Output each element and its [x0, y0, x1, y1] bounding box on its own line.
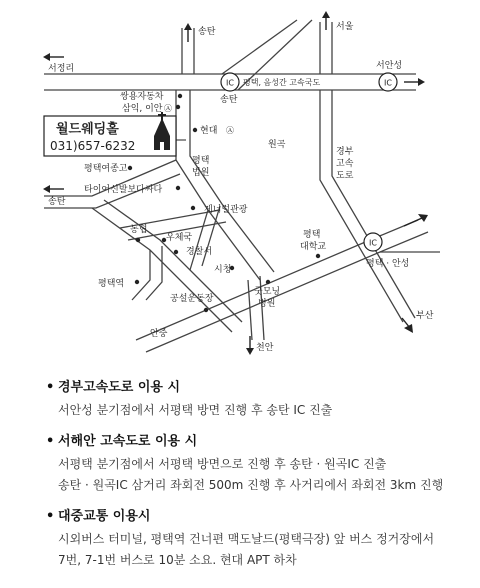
- directions-section: [46, 379, 466, 583]
- pyeongtaek-ansung-ic-marker: [364, 233, 382, 251]
- label-goodmorning-2: 병원: [258, 299, 276, 309]
- label-cheonan: 천안: [256, 343, 274, 353]
- label-busan: 부산: [416, 311, 434, 321]
- label-songtan-west: 송탄: [48, 197, 66, 207]
- east-arrow-seoanseong-icon: [404, 78, 425, 86]
- direction-body: [46, 400, 466, 421]
- ic-label: IC: [369, 238, 377, 248]
- venue-phone: 031)657-6232: [50, 139, 136, 153]
- label-goodmorning-1: 굿모닝: [254, 287, 281, 297]
- label-seoanseong: 서안성: [376, 61, 403, 71]
- label-gyeongbu-1: 경부: [336, 147, 354, 157]
- direction-line: 서평택 분기점에서 서평택 방면으로 진행 후 송탄 · 원곡IC 진출: [58, 457, 387, 471]
- label-a-mark: Ⓐ: [164, 104, 172, 113]
- label-univ-1: 평택: [303, 230, 321, 240]
- label-general-hall: 제너럴관광: [204, 205, 248, 215]
- direction-line: 7번, 7-1번 버스로 10분 소요. 현대 APT 하차: [58, 553, 297, 567]
- direction-title: • 대중교통 이용시: [46, 508, 466, 526]
- songtan-ic-marker: [221, 73, 239, 91]
- label-court-1: 평택: [192, 156, 210, 166]
- direction-line: 서안성 분기점에서 서평택 방면 진행 후 송탄 IC 진출: [58, 403, 333, 417]
- north-arrow-seoul-icon: [322, 11, 330, 30]
- label-tire: 타이어신발보다싸다: [84, 185, 163, 195]
- label-gyeongbu-3: 도로: [336, 171, 354, 181]
- label-seoul: 서울: [336, 22, 354, 32]
- venue-box: [44, 112, 186, 156]
- label-samik: 삼익, 이안: [122, 104, 163, 114]
- label-stadium: 공설운동장: [170, 294, 214, 304]
- direction-public-transit: [46, 508, 466, 571]
- southeast-arrow-busan-icon: [402, 318, 413, 333]
- ic-label: IC: [226, 78, 234, 88]
- label-songtan-north: 송탄: [198, 27, 216, 37]
- north-arrow-songtan-icon: [184, 23, 192, 42]
- label-city-hall: 시청: [214, 265, 232, 275]
- label-gyeongbu: [336, 145, 354, 181]
- direction-body: [46, 529, 466, 571]
- direction-title: • 서해안 고속도로 이용 시: [46, 433, 466, 451]
- direction-seohaean: [46, 433, 466, 496]
- venue-name: 월드웨딩홀: [56, 122, 119, 137]
- direction-line: 시외버스 터미널, 평택역 건너편 맥도날드(평택극장) 앞 버스 정거장에서: [58, 532, 435, 546]
- label-nonghyup: 농협: [130, 225, 148, 235]
- label-univ-2: 대학교: [300, 242, 327, 252]
- northeast-arrow-icon: [404, 214, 428, 226]
- label-a-mark: Ⓐ: [226, 126, 234, 135]
- label-ptk-univ: [300, 228, 326, 252]
- label-songtan-ic: 송탄: [220, 95, 238, 105]
- label-wongok: 원곡: [268, 140, 286, 150]
- ic-label: IC: [384, 78, 392, 88]
- label-hyundai: 현대: [200, 126, 218, 136]
- seoanseong-ic-marker: [379, 73, 397, 91]
- label-anjung: 안중: [150, 329, 168, 339]
- label-ssangyong: 쌍용자동차: [120, 92, 164, 102]
- direction-title: • 경부고속도로 이용 시: [46, 379, 466, 397]
- south-arrow-cheonan-icon: [246, 336, 254, 355]
- label-station: 평택역: [98, 279, 125, 289]
- label-seojeongri: 서정리: [48, 64, 75, 74]
- direction-gyeongbu: [46, 379, 466, 421]
- label-pyeongtaek-court: [192, 154, 209, 178]
- west-arrow-songtan-icon: [43, 185, 64, 193]
- local-roads: [92, 200, 264, 340]
- label-gyeongbu-2: 고속: [336, 159, 354, 169]
- label-post: 우체국: [166, 233, 193, 243]
- label-expressway: 평택, 음성간 고속국도: [243, 78, 321, 87]
- direction-body: [46, 454, 466, 496]
- label-court-2: 법원: [192, 168, 210, 178]
- label-pyeongtaek-school: 평택여종고: [84, 164, 128, 174]
- direction-line: 송탄 · 원곡IC 삼거리 좌회전 500m 진행 후 사거리에서 좌회전 3km 진행: [58, 478, 444, 492]
- label-police: 경찰서: [186, 247, 213, 257]
- gyeongbu-expressway: [320, 90, 415, 322]
- west-arrow-seojeongri-icon: [43, 53, 64, 61]
- label-pyeongtaek-ansung: 평택 · 안성: [366, 259, 410, 269]
